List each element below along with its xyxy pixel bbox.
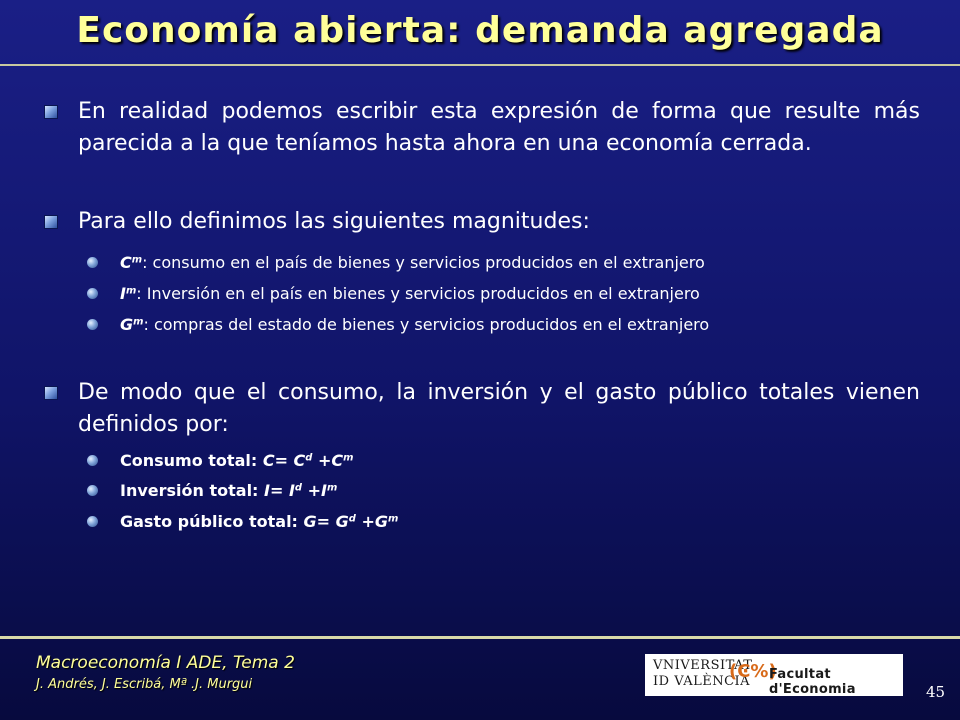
paragraph-3-text: De modo que el consumo, la inversión y el gasto público totales vienen definidos por: <box>78 380 920 437</box>
footer-divider <box>0 636 960 639</box>
paragraph-2-text: Para ello definimos las siguientes magnitudes: <box>78 209 590 234</box>
total-item-gasto <box>120 512 920 532</box>
total-label: Inversión total: <box>120 481 265 500</box>
total-plus: + <box>302 481 321 500</box>
total-item-inversion <box>120 481 920 501</box>
bullet-paragraph-2 <box>78 206 920 238</box>
magnitude-superscript: m <box>131 254 143 266</box>
magnitude-item-cm <box>120 253 920 273</box>
total-equals: = <box>274 451 294 470</box>
total-equals: = <box>316 512 336 531</box>
total-lhs: I <box>264 481 270 500</box>
page-number: 45 <box>926 683 946 701</box>
total-term-a: I <box>288 481 295 500</box>
footer-authors: J. Andrés, J. Escribá, Mª .J. Murgui <box>36 677 253 692</box>
total-term-a-sup: d <box>294 482 302 494</box>
total-plus: + <box>312 451 332 470</box>
total-term-b-sup: m <box>388 513 399 525</box>
total-term-b: G <box>374 512 388 531</box>
footer-course: Macroeconomía I ADE, Tema 2 <box>36 653 295 673</box>
magnitude-description: : Inversión en el país en bienes y servicios producidos en el extranjero <box>136 284 700 303</box>
magnitude-description: : compras del estado de bienes y servicios producidos en el extranjero <box>143 315 710 334</box>
magnitude-superscript: m <box>133 316 144 328</box>
bullet-paragraph-3 <box>78 377 920 441</box>
round-bullet-icon <box>87 455 98 466</box>
total-item-consumo <box>120 451 920 471</box>
magnitude-item-im <box>120 284 920 304</box>
university-line-2: ID VALÈNCIA <box>653 674 751 689</box>
square-bullet-icon <box>44 105 58 119</box>
paragraph-1-text: En realidad podemos escribir esta expresión de forma que resulte más parecida a la que teníamos hasta ahora en una economía cerrada. <box>78 99 920 156</box>
square-bullet-icon <box>44 215 58 229</box>
magnitude-symbol: C <box>120 253 132 272</box>
square-bullet-icon <box>44 386 58 400</box>
title-divider <box>0 64 960 66</box>
round-bullet-icon <box>87 257 98 268</box>
magnitude-symbol: G <box>120 315 134 334</box>
round-bullet-icon <box>87 485 98 496</box>
total-term-a: C <box>293 451 306 470</box>
round-bullet-icon <box>87 319 98 330</box>
total-lhs: G <box>303 512 317 531</box>
magnitude-superscript: m <box>125 285 137 297</box>
total-term-a: G <box>335 512 349 531</box>
total-term-a-sup: d <box>348 513 356 525</box>
magnitude-description: : consumo en el país de bienes y servicios producidos en el extranjero <box>142 253 705 272</box>
total-equals: = <box>269 481 289 500</box>
magnitude-symbol: I <box>120 284 126 303</box>
total-term-b-sup: m <box>343 452 354 464</box>
total-term-b: C <box>331 451 344 470</box>
round-bullet-icon <box>87 288 98 299</box>
university-line-1: VNIVERSITAT <box>653 658 753 673</box>
bullet-paragraph-1 <box>78 96 920 160</box>
total-term-a-sup: d <box>305 452 313 464</box>
total-label: Gasto público total: <box>120 512 304 531</box>
round-bullet-icon <box>87 516 98 527</box>
total-term-b-sup: m <box>326 482 338 494</box>
total-label: Consumo total: <box>120 451 263 470</box>
total-term-b: I <box>320 481 327 500</box>
faculty-name: Facultat d'Economia <box>769 667 856 697</box>
total-plus: + <box>355 512 375 531</box>
total-lhs: C <box>262 451 275 470</box>
faculty-logo <box>645 654 903 696</box>
slide-title: Economía abierta: demanda agregada <box>76 10 884 51</box>
magnitude-item-gm <box>120 315 920 335</box>
faculty-symbol-icon: (Ͼ%) <box>729 661 777 682</box>
